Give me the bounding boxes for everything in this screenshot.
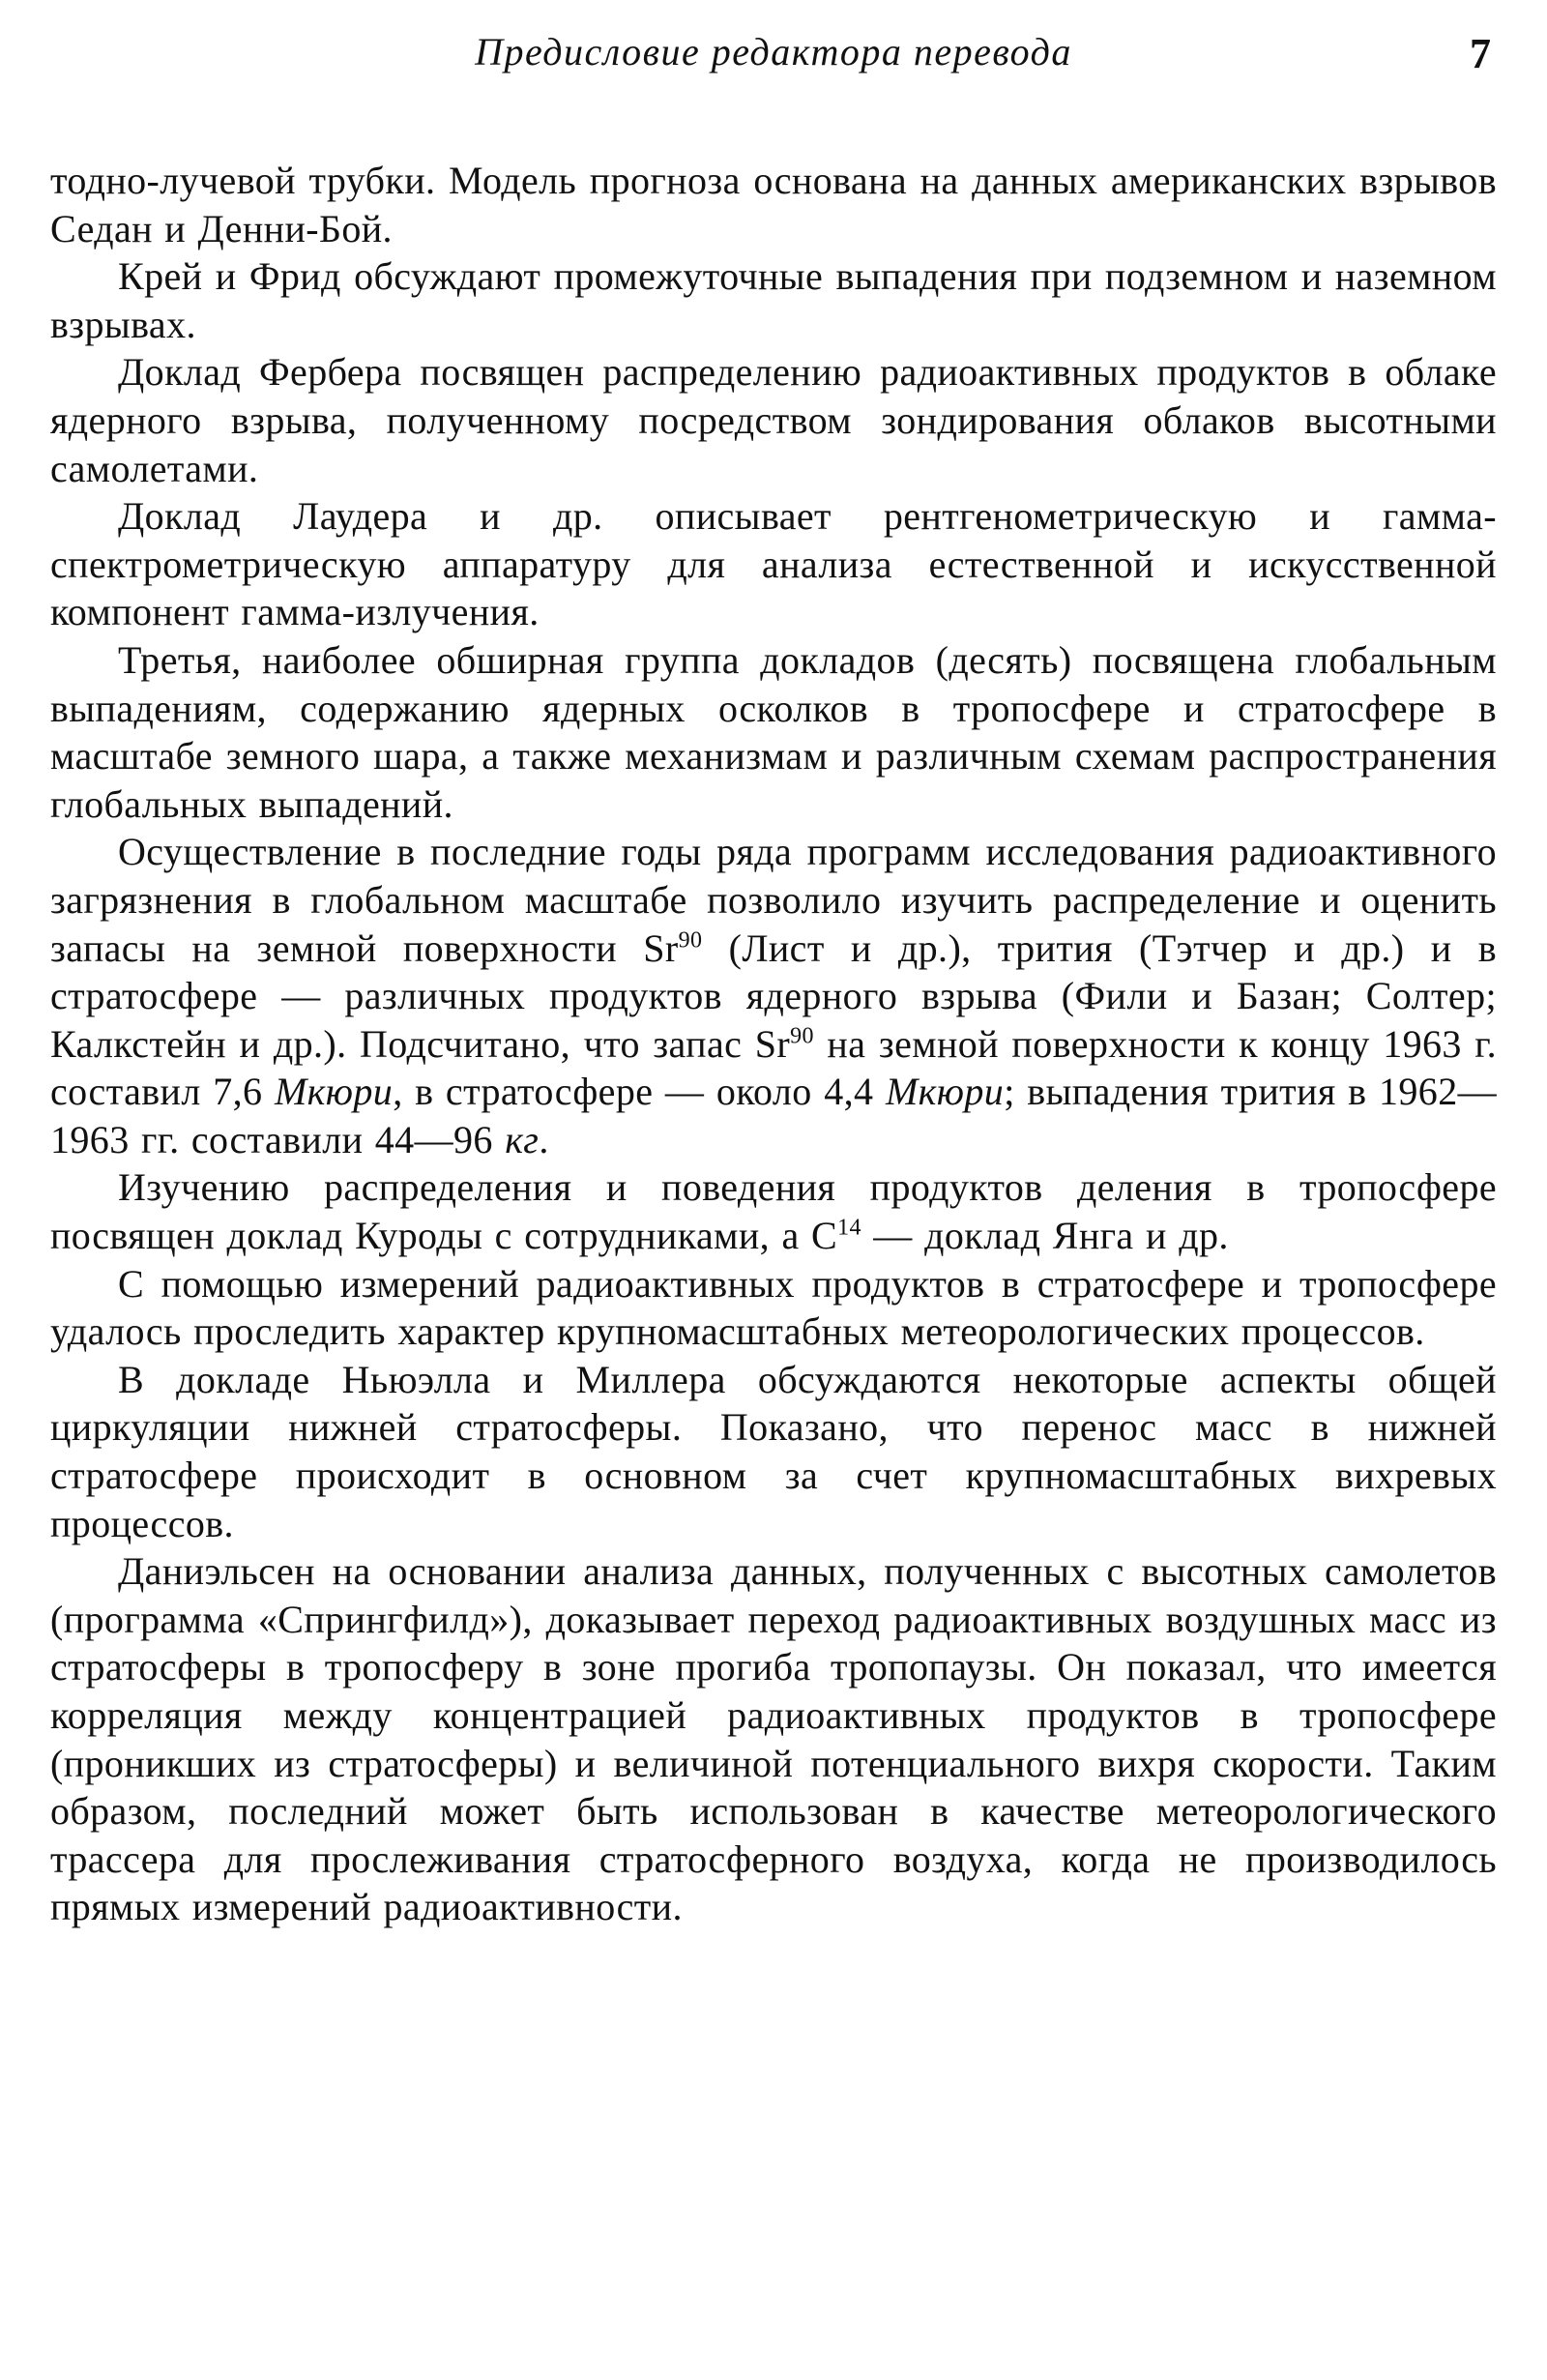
text-run: Осуществление в последние годы ряда программ исследования радиоактивного загрязнения в глобальном масштабе позволило изучить распределение и оценить запасы на земной поверхности Sr — [50, 830, 1497, 970]
paragraph: В докладе Ньюэлла и Миллера обсуждаются некоторые аспекты общей циркуляции нижней стратосферы. Показано, что перенос масс в нижней стратосфере происходит в основном за счет крупномасштабных вихревых процессов. — [50, 1357, 1497, 1545]
isotope-superscript: 14 — [837, 1215, 861, 1241]
text-run: . — [539, 1117, 549, 1161]
paragraph: Даниэльсен на основании анализа данных, полученных с высотных самолетов (программа «Спрингфилд»), доказывает переход радиоактивных воздушных масс из стратосферы в тропосферу в зоне прогиба тропопаузы. Он показал, что имеется корреляция между концентрацией радиоактивных продуктов в тропосфере (проникших из стратосферы) и величиной потенциального вихря скорости. Таким образом, последний может быть использован в качестве метеорологического трассера для прослеживания стратосферного воздуха, когда не производилось прямых измерений радиоактивности. — [50, 1549, 1497, 1929]
running-head — [50, 29, 1497, 97]
paragraph: С помощью измерений радиоактивных продуктов в стратосфере и тропосфере удалось проследить характер крупномасштабных метеорологических процессов. — [50, 1261, 1497, 1354]
text-run: ; выпадения трития в 1962—1963 гг. составили 44—96 — [50, 1070, 1498, 1161]
unit-italic: Мкюри — [885, 1070, 1005, 1114]
paragraph-global-fallout-programs — [50, 828, 1497, 1163]
text-run: на земной поверхности к концу 1963 г. составил 7,6 — [50, 1021, 1497, 1114]
paragraph: тодно-лучевой трубки. Модель прогноза основана на данных американских взрывов Седан и Денни-Бой. — [50, 159, 1497, 250]
paragraph: Доклад Лаудера и др. описывает рентгенометрическую и гамма-спектрометрическую аппаратуру для анализа естественной и искусственной компонент гамма-излучения. — [50, 494, 1497, 634]
running-title: Предисловие редактора перевода — [475, 30, 1072, 73]
paragraph-troposphere — [50, 1163, 1497, 1259]
isotope-superscript: 90 — [790, 1023, 814, 1049]
text-run: Изучению распределения и поведения продуктов деления в тропосфере посвящен доклад Куроды с сотрудниками, а C — [50, 1165, 1497, 1258]
unit-italic: кг — [505, 1117, 540, 1161]
paragraph: Крей и Фрид обсуждают промежуточные выпадения при подземном и наземном взрывах. — [50, 254, 1497, 346]
paragraph: Доклад Фербера посвящен распределению радиоактивных продуктов в облаке ядерного взрыва, полученному посредством зондирования облаков высотными самолетами. — [50, 350, 1497, 490]
page-number: 7 — [1470, 30, 1491, 77]
book-page — [50, 29, 1497, 2360]
body-text — [50, 157, 1497, 1931]
text-run: — доклад Янга и др. — [861, 1214, 1229, 1258]
text-run: (Лист и др.), трития (Тэтчер и др.) и в стратосфере — различных продуктов ядерного взрыва (Фили и Базан; Солтер; Калкстейн и др.). Подсчитано, что запас Sr — [50, 926, 1497, 1066]
paragraph: Третья, наиболее обширная группа докладов (десять) посвящена глобальным выпадениям, содержанию ядерных осколков в тропосфере и стратосфере в масштабе земного шара, а также механизмам и различным схемам распространения глобальных выпадений. — [50, 637, 1497, 826]
isotope-superscript: 90 — [678, 927, 703, 954]
text-run: , в стратосфере — около 4,4 — [393, 1070, 886, 1114]
unit-italic: Мкюри — [274, 1070, 394, 1114]
